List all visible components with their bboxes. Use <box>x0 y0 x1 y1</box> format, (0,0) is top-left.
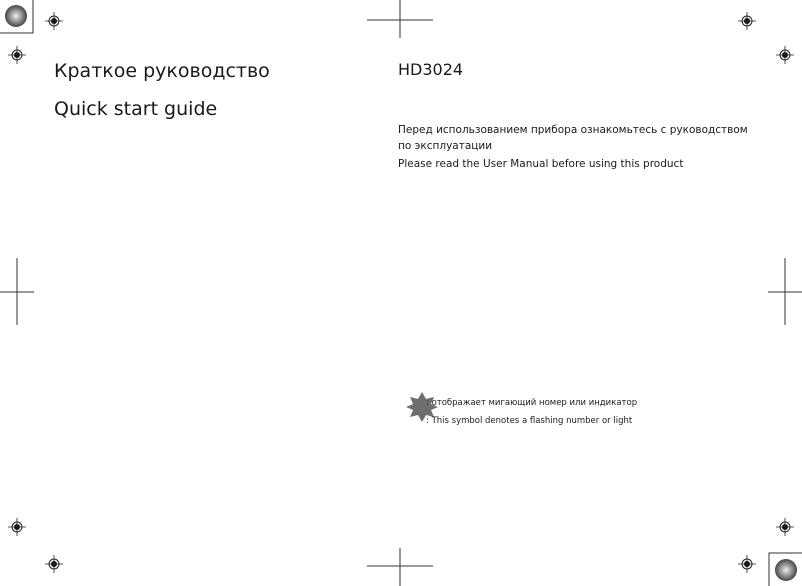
registration-mark-icon <box>776 46 794 64</box>
registration-mark-icon <box>776 518 794 536</box>
title-ru: Краткое руководство <box>54 60 270 82</box>
symbol-desc-en: : This symbol denotes a flashing number or light <box>426 416 633 426</box>
symbol-desc-ru: : отображает мигающий номер или индикатор <box>426 398 638 408</box>
registration-mark-icon <box>738 12 756 30</box>
color-target-icon <box>775 559 797 581</box>
model-number: HD3024 <box>398 60 464 79</box>
registration-mark-icon <box>8 518 26 536</box>
registration-mark-icon <box>8 46 26 64</box>
registration-mark-icon <box>738 555 756 573</box>
registration-mark-icon <box>45 12 63 30</box>
notice-en: Please read the User Manual before using this product <box>398 158 684 170</box>
title-en: Quick start guide <box>54 98 218 120</box>
registration-mark-icon <box>45 555 63 573</box>
notice-ru-line2: по эксплуатации <box>398 140 493 152</box>
color-target-icon <box>5 5 27 27</box>
notice-ru-line1: Перед использованием прибора ознакомьтесь с руководством <box>398 124 748 136</box>
